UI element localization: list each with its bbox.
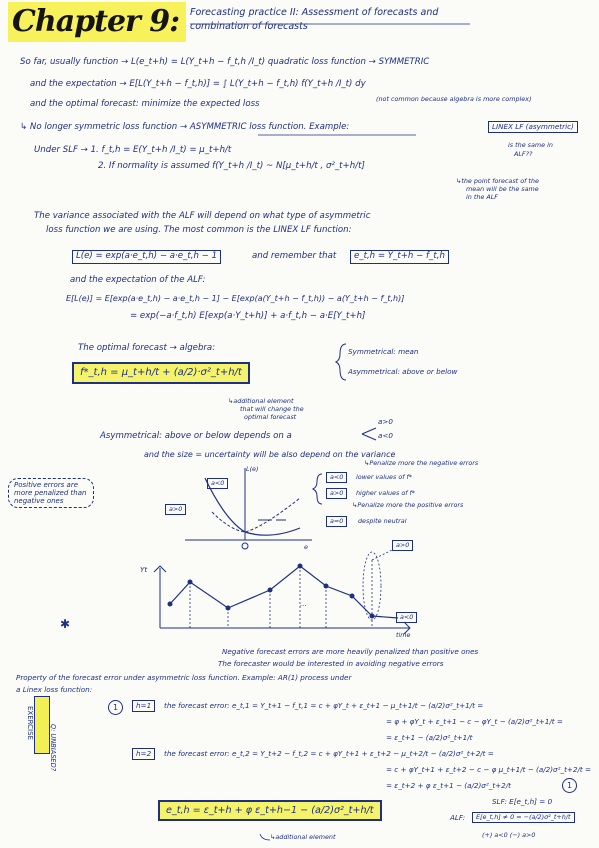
h1-line-b: = φ + φY_t + ε_t+1 − c − φY_t − (a/2)σ²_t+1/t = <box>386 717 563 726</box>
loss-graph-y-label: L(e) <box>246 465 259 473</box>
intro-line-1: So far, usually function → L(e_t+h) = L(Y_t+h − f_t,h /I_t) quadratic loss function → SYMMETRIC <box>20 57 430 67</box>
asterisk-mark: ✱ <box>60 617 71 631</box>
slf-note-1: is the same in <box>508 141 553 149</box>
box-a-zero: a=0 <box>326 516 347 527</box>
alf-sign-note: (+) a<0 (−) a>0 <box>482 831 536 839</box>
optimal-note-1: ↳additional element <box>228 397 294 405</box>
desc-a-neg: lower values of f* <box>356 473 412 481</box>
slf-line-2: 2. If normality is assumed f(Y_t+h /I_t) ~ N[μ_t+h/t , σ²_t+h/t] <box>98 161 365 171</box>
asymmetric-depends-line: Asymmetrical: above or below depends on a <box>100 431 292 441</box>
brace-sym <box>336 344 346 380</box>
chapter-title: Chapter 9: <box>8 2 186 42</box>
negative-errors-line-1: Negative forecast errors are more heavily penalized than positive ones <box>222 647 479 656</box>
chapter-subtitle <box>190 6 438 34</box>
linex-formula-box: L(e) = exp(a·e_t,h) − a·e_t,h − 1 <box>72 250 221 264</box>
error-definition-box: e_t,h = Y_t+h − f_t,h <box>350 250 449 264</box>
desc-a-zero: despite neutral <box>358 517 407 525</box>
penalize-negative-note: ↳Penalize more the negative errors <box>364 459 479 467</box>
loss-curve-a-pos <box>212 498 300 532</box>
case-number-2: 1 <box>562 778 577 793</box>
final-additional-note: ↳additional element <box>270 833 336 841</box>
box-a-pos: a>0 <box>326 488 347 499</box>
remember-label: and remember that <box>252 251 337 261</box>
negative-errors-line-2: The forecaster would be interested in avoiding negative errors <box>218 659 444 668</box>
h2-line-b: = c + φY_t+1 + ε_t+2 − c − φ μ_t+1/t − (a/2)σ²_t+2/t = <box>386 765 592 774</box>
positive-errors-note: Positive errors are more penalized than negative ones <box>8 478 94 508</box>
intro-line-2: and the expectation → E[L(Y_t+h − f_t,h)] = ∫ L(Y_t+h − f_t,h) f(Y_t+h /I_t) dy <box>30 79 366 89</box>
asymmetric-label: Asymmetrical: above or below <box>348 367 458 376</box>
expectation-label: and the expectation of the ALF: <box>70 275 206 285</box>
subtitle-line-2: combination of forecasts <box>190 21 308 32</box>
box-a-neg: a<0 <box>326 472 347 483</box>
loss-curve-label-a-pos: a>0 <box>165 504 186 515</box>
unbiased-question: Q: UNBIASED? <box>49 724 57 772</box>
symmetric-label: Symmetrical: mean <box>348 347 419 356</box>
time-graph-y-label: Yt <box>140 565 148 574</box>
time-graph-x-label: time <box>396 631 411 639</box>
h1-box: h=1 <box>132 700 155 712</box>
optimal-note-3: optimal forecast <box>244 413 297 421</box>
property-line-1: Property of the forecast error under asymmetric loss function. Example: AR(1) process under <box>16 673 352 682</box>
optimal-note-2: that will change the <box>240 405 304 413</box>
split-arrow <box>362 428 376 440</box>
case-number-1: 1 <box>108 700 123 715</box>
slf-expectation: SLF: E[e_t,h] = 0 <box>492 797 553 806</box>
loss-graph-x-label: e <box>304 543 308 551</box>
intro-line-3-note: (not common because algebra is more complex) <box>376 95 532 103</box>
h2-line-c: = ε_t+2 + φ ε_t+1 − (a/2)σ²_t+2/t <box>386 781 511 790</box>
expectation-line-2: = exp(−a·f_t,h) E[exp(a·Y_t+h)] + a·f_t,h − a·E[Y_t+h] <box>130 311 366 321</box>
h2-box: h=2 <box>132 748 155 760</box>
time-graph-ellipsis: ... <box>300 599 307 608</box>
linex-lf-box: LINEX LF (asymmetric) <box>488 121 578 133</box>
h1-line-a: the forecast error: e_t,1 = Y_t+1 − f_t,1 = c + φY_t + ε_t+1 − μ_t+1/t − (a/2)σ²_t+1/t = <box>164 701 484 710</box>
intro-line-3: and the optimal forecast: minimize the expected loss <box>30 99 260 109</box>
final-error-formula: e_t,h = ε_t+h + φ ε_t+h−1 − (a/2)σ²_t+h/t <box>158 800 382 821</box>
exercise-label: EXERCISE <box>25 706 34 740</box>
expectation-line-1: E[L(e)] = E[exp(a·e_t,h) − a·e_t,h − 1] − E[exp(a(Y_t+h − f_t,h)) − a(Y_t+h − f_t,h)] <box>66 294 405 303</box>
slf-note-2: ALF?? <box>514 150 533 158</box>
penalize-positive-note: ↳Penalize more the positive errors <box>352 501 464 509</box>
optimal-forecast-formula: f*_t,h = μ_t+h/t + (a/2)·σ²_t+h/t <box>72 362 250 384</box>
time-graph-label-top: a>0 <box>392 540 413 551</box>
mean-note-1: ↳the point forecast of the <box>456 177 539 185</box>
time-series-graph <box>154 550 410 634</box>
loss-graph <box>185 465 312 549</box>
a-positive-label: a>0 <box>378 417 393 426</box>
time-graph-label-bottom: a<0 <box>396 612 417 623</box>
intro-line-4: ↳ No longer symmetric loss function → ASYMMETRIC loss function. Example: <box>20 122 350 132</box>
alf-expectation-box: E[e_t,h] ≠ 0 = −(a/2)σ²_t+h/t <box>472 812 575 823</box>
subtitle-line-1: Forecasting practice II: Assessment of forecasts and <box>190 7 439 18</box>
property-line-2: a Linex loss function: <box>16 685 93 694</box>
desc-a-pos: higher values of f* <box>356 489 415 497</box>
h2-line-a: the forecast error: e_t,2 = Y_t+2 − f_t,2 = c + φY_t+1 + ε_t+2 − μ_t+2/t − (a/2)σ²_t+2/t = <box>164 749 494 758</box>
mean-note-3: in the ALF <box>466 193 498 201</box>
linex-para-2: loss function we are using. The most common is the LINEX LF function: <box>46 225 352 235</box>
a-negative-label: a<0 <box>378 431 393 440</box>
mean-note-2: mean will be the same <box>466 185 539 193</box>
size-uncertainty-line: and the size = uncertainty will be also depend on the variance <box>144 450 396 459</box>
linex-para-1: The variance associated with the ALF will depend on what type of asymmetric <box>34 211 371 221</box>
slf-line-1: Under SLF → 1. f_t,h = E(Y_t+h /I_t) = μ_t+h/t <box>34 145 232 155</box>
loss-curve-label-a-neg: a<0 <box>207 478 228 489</box>
optimal-label: The optimal forecast → algebra: <box>78 343 216 353</box>
h1-line-c: = ε_t+1 − (a/2)σ²_t+1/t <box>386 733 473 742</box>
alf-label: ALF: <box>450 813 466 822</box>
